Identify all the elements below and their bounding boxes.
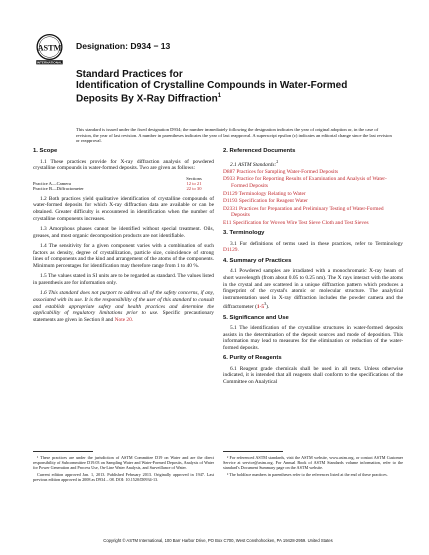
practice-a-sections-link[interactable]: 12 to 21 [186, 181, 202, 187]
para-4-1: 4.1 Powdered samples are irradiated with a monochromatic X-ray beam of short wavelength (from about 0.05 to 0.25 nm). The X rays interact with the atoms in the crystal and are scattered in a unique diffraction pattern which produces a fingerprint of the crystal's atomic or molecular structure. The analytical instrumentation used in X-ray diffraction includes the powder camera and the diffractometer $(1-5^3)$. [223, 268, 403, 310]
ref-item: D2331 Practices for Preparation and Preliminary Testing of Water-Formed Deposits [223, 205, 384, 219]
title-line-1: Standard Practices for [76, 69, 183, 80]
ref-link[interactable]: E11 [223, 219, 232, 226]
ref-link[interactable]: D933 [223, 176, 235, 183]
para-5-1: 5.1 The identification of the crystalline structures in water-formed deposits assists in the determination of the deposit sources and mode of deposition. This information may lead to measures for the elimination or reduction of the water-formed deposits. [223, 325, 403, 351]
footnote-rule-left [33, 451, 93, 452]
copyright-footer: Copyright © ASTM International, 100 Barr Harbor Drive, PO Box C700, West Conshohocken, PA 19428-2959. United States [103, 538, 333, 543]
footnote-2: ² For referenced ASTM standards, visit the ASTM website, www.astm.org, or contact ASTM Customer Service at service@astm.org. For Annual Book of ASTM Standards volume information, refer to the standard's Document Summary page on the ASTM website. [223, 455, 403, 471]
section-terminology-heading: 3. Terminology [223, 230, 265, 237]
section-scope-heading: 1. Scope [33, 148, 58, 154]
footnote-edition: Current edition approved Jan. 1, 2013. Published February 2013. Originally approved in 1947. Last previous edition approved in 2008 as D934 – 08. DOI: 10.1520/D0934-13. [33, 472, 214, 483]
ref-item: E11 Specification for Woven Wire Test Sieve Cloth and Test Sieves [223, 219, 369, 226]
title-line-3: Deposits By X-Ray Diffraction [76, 93, 218, 105]
document-title [76, 69, 406, 105]
svg-text:ASTM: ASTM [37, 43, 62, 53]
right-column [223, 148, 403, 389]
para-1-4: 1.4 The sensitivity for a given component varies with a combination of such factors as density, degree of crystallization, particle size, coincidence of strong lines of components and the kind and arrangement of the atoms of the components. Minimum percentages for identification may therefore range from 1 to 40 %. [33, 243, 214, 269]
footnotes-left [33, 455, 214, 484]
footnote-3: ³ The boldface numbers in parentheses refer to the references listed at the end of these practices. [227, 472, 388, 478]
ref-item: D933 Practice for Reporting Results of Examination and Analysis of Water-Formed Deposits [223, 176, 387, 189]
section-summary-heading: 4. Summary of Practices [223, 257, 292, 264]
ref-1-5-link[interactable]: 1-5 [256, 303, 265, 310]
section-significance-heading: 5. Significance and Use [223, 314, 289, 321]
ref-link[interactable]: D2331 [223, 205, 238, 212]
footnote-1: ¹ These practices are under the jurisdiction of ASTM Committee D19 on Water and are the direct responsibility of Subcommittee D19.03 on Sampling Water and Water-Formed Deposits, Analysis of Water for Power Generation and Process Use, On-Line Water Analysis, and Surveillance of Water. [33, 455, 214, 471]
title-line-2: Identification of Crystalline Compounds in Water-Formed [76, 80, 348, 92]
para-1-1: 1.1 These practices provide for X-ray diffraction analysis of powdered crystalline compounds in water-formed deposits. Two are given as follows: [33, 158, 214, 172]
section-refdocs-heading: 2. Referenced Documents [223, 148, 296, 154]
practice-b-sections-link[interactable]: 22 to 30 [186, 186, 202, 192]
footnotes-right [223, 455, 403, 479]
sections-table [33, 176, 209, 192]
para-1-2: 1.2 Both practices yield qualitative identification of crystalline compounds of water-formed deposits for which X-ray diffraction data are available or can be obtained. Greater difficulty is encountered in identification when the number of crystalline components increases. [33, 195, 214, 222]
footnote-rule-right [223, 451, 283, 452]
practice-a-label: Practice A—Camera [33, 181, 71, 187]
safety-tail: Specific precautionary statements are given in Section 8 and [33, 310, 214, 323]
astm-standards-label: 2.1 ASTM Standards:$^2$ [230, 158, 279, 168]
ref-link[interactable]: D887 [223, 168, 235, 175]
ref-link[interactable]: D1129 [223, 190, 238, 197]
section-purity-heading: 6. Purity of Reagents [223, 355, 282, 362]
sections-header: Sections [186, 175, 202, 181]
svg-text:INTERNATIONAL: INTERNATIONAL [36, 60, 63, 65]
para-1-5: 1.5 The values stated in SI units are to be regarded as standard. The values listed in parenthesis are for information only. [33, 273, 214, 286]
ref-item: D1193 Specification for Reagent Water [223, 198, 308, 205]
practice-b-label: Practice B—Diffractometer [33, 186, 84, 192]
designation: Designation: D934 − 13 [76, 41, 171, 51]
d1129-link[interactable]: D1129. [223, 247, 239, 254]
ref-link[interactable]: D1193 [223, 198, 238, 205]
ref-item: D1129 Terminology Relating to Water [223, 190, 306, 197]
para-6-1: 6.1 Reagent grade chemicals shall be used in all tests. Unless otherwise indicated, it is intended that all reagents shall conform to the specifications of the Committee on Analytical [223, 365, 403, 385]
title-footnote-mark: 1 [217, 93, 222, 100]
para-1-6 [33, 290, 214, 323]
issuance-notice: This standard is issued under the fixed designation D934; the number immediately following the designation indicates the year of original adoption or, in the case of revision, the year of last revision. A number in parentheses indicates the year of last reapproval. A superscript epsilon (ε) indicates an editorial change since the last revision or reapproval. [76, 127, 392, 144]
para-1-3: 1.3 Amorphous phases cannot be identified without special treatment. Oils, greases, and most organic decomposition products are not identifiable. [33, 226, 214, 239]
para-3-1: 3.1 For definitions of terms used in these practices, refer to Terminology D1129. [223, 240, 403, 254]
astm-logo [33, 33, 66, 66]
safety-statement: 1.6 This standard does not purport to address all of the safety concerns, if any, associated with its use. It is the responsibility of the user of this standard to consult and establish appropriate safety and health practices and determine the applicability of regulatory limitations prior to use. [33, 290, 214, 317]
note-20-link[interactable]: Note 20. [114, 316, 134, 323]
ref-item: D887 Practices for Sampling Water-Formed Deposits [223, 168, 339, 175]
left-column [33, 148, 214, 327]
